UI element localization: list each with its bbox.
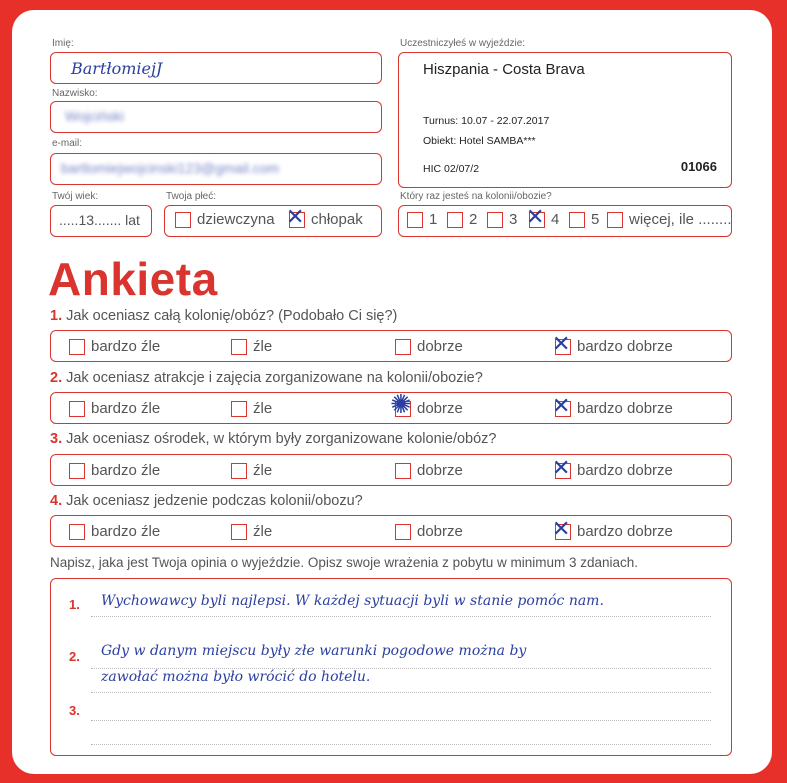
checkbox[interactable] bbox=[286, 205, 305, 231]
checkbox[interactable] bbox=[552, 332, 571, 358]
opinion-line-number: 1. bbox=[69, 597, 80, 612]
gender-option-boy[interactable] bbox=[286, 205, 363, 231]
trip-code: HIC 02/07/2 bbox=[423, 163, 480, 175]
checkbox[interactable] bbox=[407, 212, 423, 228]
question-text: Jak oceniasz ośrodek, w którym były zorganizowane kolonie/obóz? bbox=[66, 431, 497, 447]
name-field[interactable] bbox=[50, 52, 382, 84]
question-1-options bbox=[50, 330, 732, 362]
checkbox[interactable] bbox=[390, 390, 412, 421]
q1-option-very-bad[interactable] bbox=[69, 338, 160, 355]
email-field[interactable] bbox=[50, 153, 382, 185]
checkbox[interactable] bbox=[607, 212, 623, 228]
q4-option-very-good[interactable] bbox=[552, 517, 673, 543]
dotted-line bbox=[91, 691, 711, 693]
question-1 bbox=[50, 308, 397, 324]
survey-sheet bbox=[12, 10, 772, 774]
checkbox[interactable] bbox=[69, 401, 85, 417]
checkbox[interactable] bbox=[175, 212, 191, 228]
checkbox[interactable] bbox=[69, 463, 85, 479]
times-field bbox=[398, 205, 732, 237]
q3-option-very-bad[interactable] bbox=[69, 462, 160, 479]
option-label: źle bbox=[253, 462, 273, 479]
checkbox[interactable] bbox=[395, 339, 411, 355]
opinion-prompt: Napisz, jaka jest Twoja opinia o wyjeździe. Opisz swoje wrażenia z pobytu w minimum 3 zdaniach. bbox=[50, 555, 639, 570]
option-label: dobrze bbox=[417, 400, 463, 417]
question-text: Jak oceniasz całą kolonię/obóz? (Podobało Ci się?) bbox=[66, 308, 398, 324]
times-option-label: 4 bbox=[551, 211, 560, 228]
checkbox[interactable] bbox=[552, 517, 571, 543]
times-option-label: 2 bbox=[469, 211, 478, 228]
question-number: 4. bbox=[50, 493, 63, 509]
checkbox[interactable] bbox=[69, 339, 85, 355]
checkbox[interactable] bbox=[231, 401, 247, 417]
question-number: 3. bbox=[50, 431, 63, 447]
option-label: bardzo dobrze bbox=[577, 523, 673, 540]
gender-girl-label: dziewczyna bbox=[197, 211, 275, 228]
option-label: źle bbox=[253, 400, 273, 417]
times-option-4[interactable] bbox=[526, 205, 560, 231]
question-2-options bbox=[50, 392, 732, 424]
option-label: bardzo źle bbox=[91, 523, 161, 540]
checkbox[interactable] bbox=[395, 524, 411, 540]
check-x-icon: ✕ bbox=[286, 205, 305, 231]
q4-option-bad[interactable] bbox=[231, 523, 272, 540]
option-label: bardzo dobrze bbox=[577, 338, 673, 355]
q1-option-bad[interactable] bbox=[231, 338, 272, 355]
email-label: e-mail: bbox=[52, 138, 83, 149]
question-3-options bbox=[50, 454, 732, 486]
q2-option-very-good[interactable] bbox=[552, 394, 673, 420]
q2-option-very-bad[interactable] bbox=[69, 400, 160, 417]
name-label: Imię: bbox=[52, 38, 74, 49]
question-number: 2. bbox=[50, 370, 63, 386]
checkbox[interactable] bbox=[569, 212, 585, 228]
option-label: bardzo źle bbox=[91, 462, 161, 479]
times-option-3[interactable] bbox=[487, 211, 517, 228]
trip-number: 01066 bbox=[680, 159, 717, 174]
times-option-more[interactable] bbox=[607, 211, 732, 228]
opinion-line-number: 2. bbox=[69, 649, 80, 664]
option-label: dobrze bbox=[417, 338, 463, 355]
opinion-line-1: Wychowawcy byli najlepsi. W każdej sytuacji byli w stanie pomóc nam. bbox=[101, 593, 604, 609]
opinion-line-number: 3. bbox=[69, 703, 80, 718]
dotted-line bbox=[91, 719, 711, 721]
checkbox[interactable] bbox=[552, 394, 571, 420]
times-option-label: 3 bbox=[509, 211, 518, 228]
checkbox[interactable] bbox=[395, 463, 411, 479]
q3-option-bad[interactable] bbox=[231, 462, 272, 479]
q3-option-good[interactable] bbox=[395, 462, 463, 479]
trip-box bbox=[398, 52, 732, 188]
question-2 bbox=[50, 370, 483, 386]
times-option-5[interactable] bbox=[569, 211, 599, 228]
checkbox[interactable] bbox=[231, 339, 247, 355]
surname-label: Nazwisko: bbox=[52, 88, 98, 99]
question-text: Jak oceniasz jedzenie podczas kolonii/obozu? bbox=[66, 493, 363, 509]
gender-boy-label: chłopak bbox=[311, 211, 363, 228]
q4-option-good[interactable] bbox=[395, 523, 463, 540]
times-option-1[interactable] bbox=[407, 211, 437, 228]
q4-option-very-bad[interactable] bbox=[69, 523, 160, 540]
question-text: Jak oceniasz atrakcje i zajęcia zorganizowane na kolonii/obozie? bbox=[66, 370, 483, 386]
times-option-label: 5 bbox=[591, 211, 600, 228]
times-option-label: 1 bbox=[429, 211, 438, 228]
checkbox[interactable] bbox=[526, 205, 545, 231]
checkbox[interactable] bbox=[231, 463, 247, 479]
opinion-line-2b: zawołać można było wrócić do hotelu. bbox=[101, 669, 371, 685]
trip-obiekt: Obiekt: Hotel SAMBA*** bbox=[423, 135, 536, 147]
survey-title: Ankieta bbox=[48, 253, 218, 305]
trip-destination: Hiszpania - Costa Brava bbox=[423, 61, 585, 78]
question-number: 1. bbox=[50, 308, 63, 324]
opinion-box[interactable] bbox=[50, 578, 732, 756]
check-x-icon: ✕ bbox=[526, 205, 545, 231]
trip-turnus: Turnus: 10.07 - 22.07.2017 bbox=[423, 115, 550, 127]
surname-value: Wojciński bbox=[65, 108, 124, 124]
name-value: BartłomiejJ bbox=[71, 59, 163, 78]
trip-label: Uczestniczyłeś w wyjeździe: bbox=[400, 38, 526, 49]
dotted-line bbox=[91, 615, 711, 617]
checkbox[interactable] bbox=[552, 456, 571, 482]
age-label: Twój wiek: bbox=[52, 191, 99, 202]
option-label: dobrze bbox=[417, 523, 463, 540]
times-label: Który raz jesteś na kolonii/obozie? bbox=[400, 191, 552, 202]
age-value: .....13....... lat bbox=[59, 212, 140, 228]
option-label: bardzo dobrze bbox=[577, 462, 673, 479]
opinion-line-2a: Gdy w danym miejscu były złe warunki pogodowe można by bbox=[101, 643, 527, 659]
gender-field bbox=[164, 205, 382, 237]
gender-label: Twoja płeć: bbox=[166, 191, 217, 202]
times-option-2[interactable] bbox=[447, 211, 477, 228]
age-field[interactable] bbox=[50, 205, 152, 237]
option-label: bardzo źle bbox=[91, 400, 161, 417]
surname-field[interactable] bbox=[50, 101, 382, 133]
question-4 bbox=[50, 493, 363, 509]
option-label: źle bbox=[253, 523, 273, 540]
option-label: źle bbox=[253, 338, 273, 355]
gender-option-girl[interactable] bbox=[175, 211, 275, 228]
q1-option-very-good[interactable] bbox=[552, 332, 673, 358]
q2-option-good[interactable] bbox=[390, 390, 463, 421]
option-label: dobrze bbox=[417, 462, 463, 479]
checkbox[interactable] bbox=[447, 212, 463, 228]
checkbox[interactable] bbox=[69, 524, 85, 540]
check-x-icon: ✕ bbox=[552, 456, 571, 482]
checkbox[interactable] bbox=[231, 524, 247, 540]
question-4-options bbox=[50, 515, 732, 547]
option-label: bardzo źle bbox=[91, 338, 161, 355]
times-option-label: więcej, ile ........ bbox=[629, 211, 732, 228]
checkbox[interactable] bbox=[487, 212, 503, 228]
dotted-line bbox=[91, 743, 711, 745]
q1-option-good[interactable] bbox=[395, 338, 463, 355]
q2-option-bad[interactable] bbox=[231, 400, 272, 417]
check-x-icon: ✕ bbox=[552, 517, 571, 543]
check-x-icon: ✕ bbox=[552, 394, 571, 420]
email-value: bartlomiejwojcinski123@gmail.com bbox=[61, 160, 280, 176]
question-3 bbox=[50, 431, 496, 447]
q3-option-very-good[interactable] bbox=[552, 456, 673, 482]
check-x-icon: ✕ bbox=[552, 332, 571, 358]
scribble-mark-icon: ✺ bbox=[390, 390, 412, 421]
option-label: bardzo dobrze bbox=[577, 400, 673, 417]
